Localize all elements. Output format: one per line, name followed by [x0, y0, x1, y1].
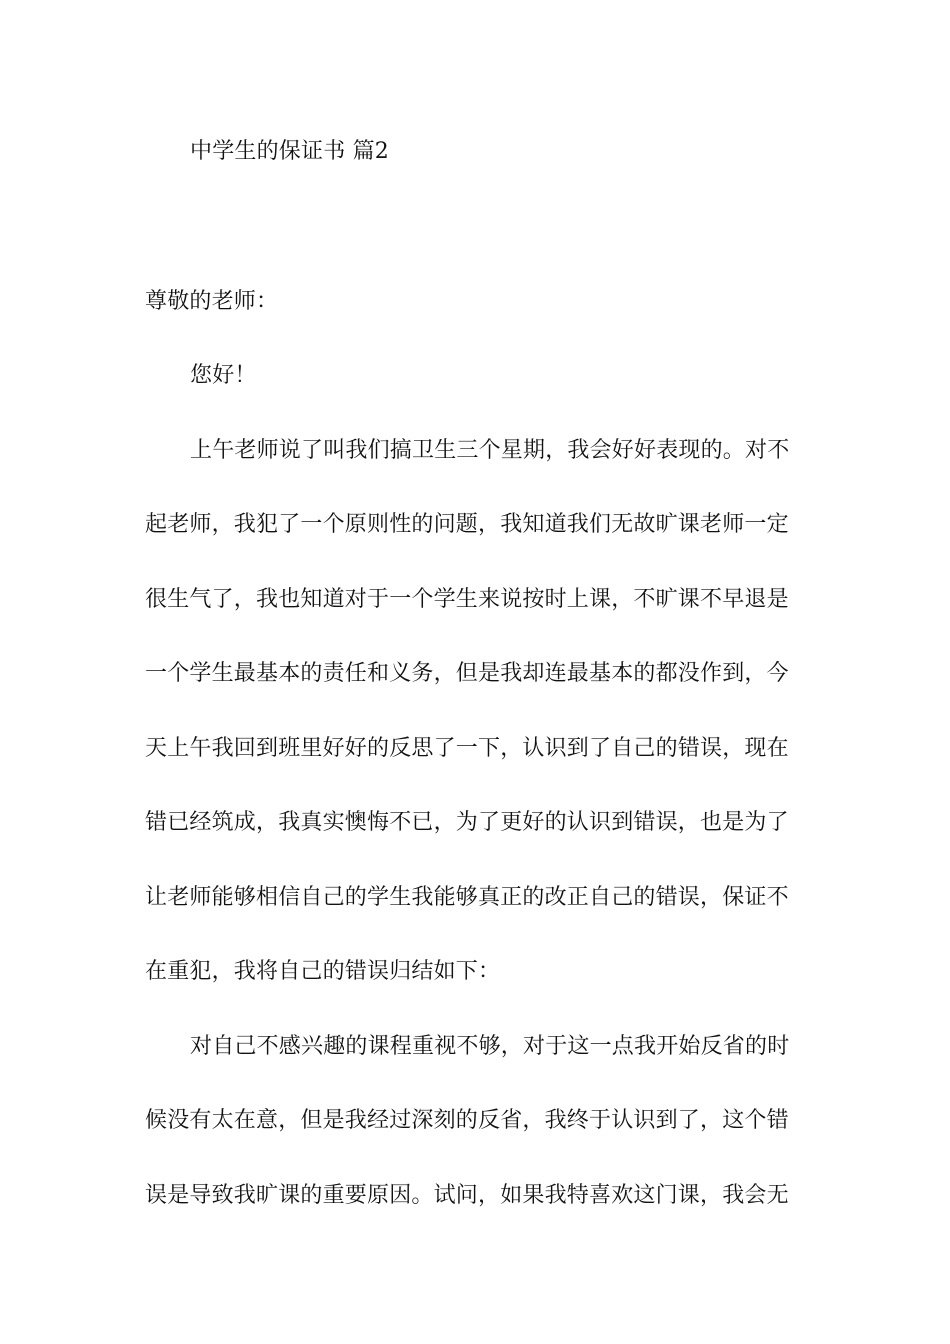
document-title: 中学生的保证书 篇2	[190, 139, 389, 164]
salutation: 尊敬的老师：	[145, 289, 279, 314]
paragraph-1-line-5: 天上午我回到班里好好的反思了一下，认识到了自己的错误，现在	[145, 736, 789, 761]
paragraph-1-line-3: 很生气了，我也知道对于一个学生来说按时上课，不旷课不早退是	[145, 587, 789, 612]
paragraph-1-line-2: 起老师，我犯了一个原则性的问题，我知道我们无故旷课老师一定	[145, 512, 789, 537]
paragraph-1-line-4: 一个学生最基本的责任和义务，但是我却连最基本的都没作到，今	[145, 661, 789, 686]
paragraph-2-line-3: 误是导致我旷课的重要原因。试问，如果我特喜欢这门课，我会无	[145, 1183, 789, 1208]
paragraph-2-line-2: 候没有太在意，但是我经过深刻的反省，我终于认识到了，这个错	[145, 1108, 789, 1133]
greeting: 您好！	[190, 363, 257, 388]
paragraph-1-line-8: 在重犯，我将自己的错误归结如下：	[145, 959, 501, 984]
paragraph-2-line-1: 对自己不感兴趣的课程重视不够，对于这一点我开始反省的时	[190, 1034, 790, 1059]
paragraph-1-line-6: 错已经筑成，我真实懊悔不已，为了更好的认识到错误，也是为了	[145, 810, 789, 835]
paragraph-1-line-7: 让老师能够相信自己的学生我能够真正的改正自己的错误，保证不	[145, 885, 789, 910]
paragraph-1-line-1: 上午老师说了叫我们搞卫生三个星期，我会好好表现的。对不	[190, 438, 790, 463]
